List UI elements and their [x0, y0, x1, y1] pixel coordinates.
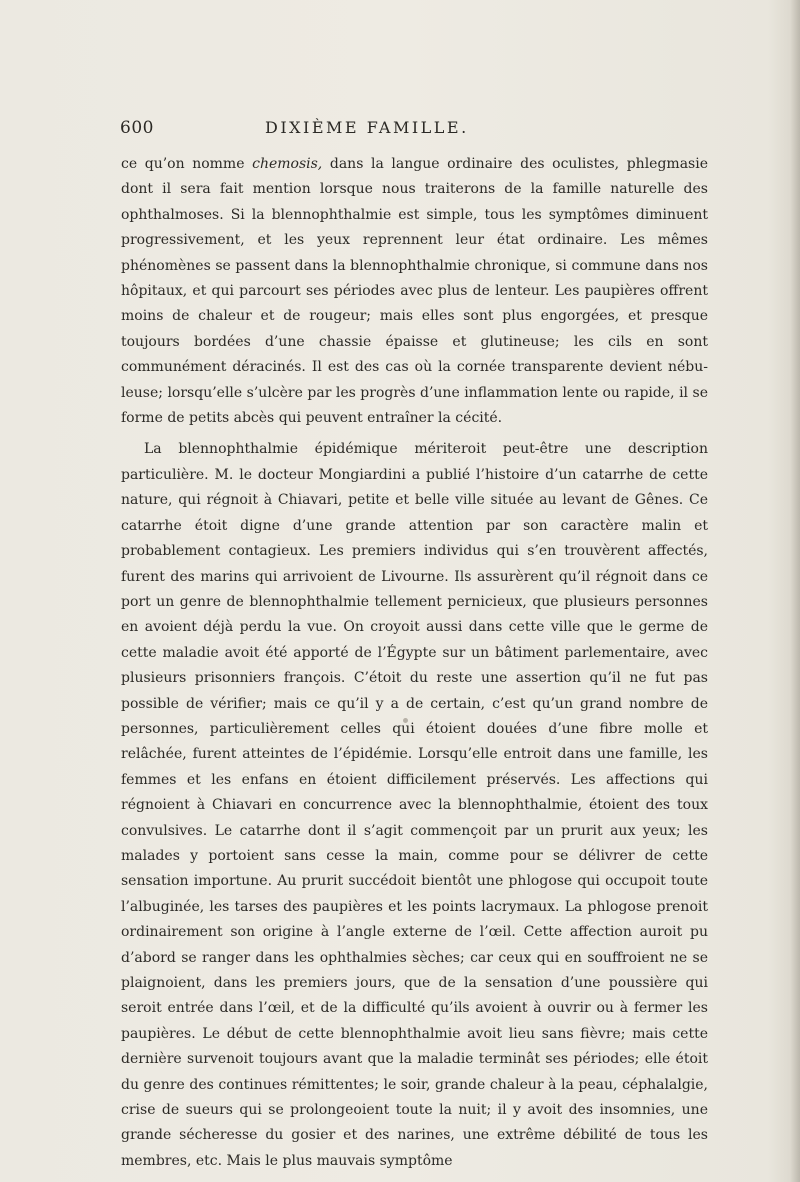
- page-header: [120, 118, 710, 140]
- running-title: DIXIÈME FAMILLE.: [265, 118, 469, 137]
- italic-term-chemosis: chemosis,: [252, 156, 323, 172]
- body-text: [121, 152, 708, 1174]
- paragraph-continued: [121, 152, 708, 431]
- page-edge-shadow: [790, 0, 800, 1182]
- paragraph-epidemic: La blennophthalmie épidémique mériteroit peut-être une description particulière. M. le docteur Mongiardini a publié l’histoire d’un catarrhe de cette nature, qui régnoit à Chiavari, petite et belle ville située au levant de Gênes. Ce catarrhe étoit digne d’une grande attention par son caractère malin et probablement contagieux. Les premiers individus qui s’en trouvèrent affectés, furent des marins qui arrivoient de Livourne. Ils assurèrent qu’il régnoit dans ce port un genre de blennophthalmie tellement pernicieux, que plusieurs personnes en avoient déjà perdu la vue. On croyoit aussi dans cette ville que le germe de cette maladie avoit été apporté de l’Égypte sur un bâtiment parlementaire, avec plusieurs prisonniers françois. C’étoit du reste une assertion qu’il ne fut pas possible de vérifier; mais ce qu’il y a de certain, c’est qu’un grand nombre de personnes, particulièrement celles qui étoient douées d’une fibre molle et relâchée, furent atteintes de l’épidémie. Lorsqu’elle entroit dans une famille, les femmes et les enfans en étoient difficilement préservés. Les affections qui régnoient à Chiavari en concurrence avec la blennophthalmie, étoient des toux convulsives. Le catarrhe dont il s’agit commençoit par un prurit aux yeux; les malades y portoient sans cesse la main, comme pour se délivrer de cette sensation importune. Au prurit succédoit bientôt une phlogose qui occupoit toute l’albuginée, les tarses des paupières et les points lacrymaux. La phlogose prenoit ordinairement son origine à l’angle externe de l’œil. Cette affection auroit pu d’abord se ranger dans les ophthalmies sèches; car ceux qui en souffroient ne se plaignoient, dans les premiers jours, que de la sensation d’une poussière qui seroit entrée dans l’œil, et de la difficulté qu’ils avoient à ouvrir ou à fermer les paupières. Le début de cette blennophthalmie avoit lieu sans fièvre; mais cette dernière survenoit toujours avant que la maladie terminât ses périodes; elle étoit du genre des continues rémittentes; le soir, grande chaleur à la peau, céphalalgie, crise de sueurs qui se prolongeoient toute la nuit; il y avoit des insomnies, une grande sécheresse du gosier et des narines, une extrême débilité de tous les membres, etc. Mais le plus mauvais symptôme: [121, 441, 708, 1169]
- page-number: 600: [120, 118, 154, 138]
- paragraph-rest: dans la langue ordinaire des oculistes, phlegmasie dont il sera fait mention lorsque nous traiterons de la famille naturelle des ophthalmoses. Si la blennophthalmie est simple, tous les symptômes diminuent progressivement, et les yeux reprennent leur état ordinaire. Les mêmes phénomènes se passent dans la blennophthalmie chronique, si commune dans nos hôpitaux, et qui parcourt ses périodes avec plus de lenteur. Les paupières offrent moins de chaleur et de rougeur; mais elles sont plus engorgées, et presque toujours bordées d’une chassie épaisse et glutineuse; les cils en sont communément déracinés. Il est des cas où la cornée transparente devient nébuleuse; lorsqu’elle s’ulcère par les progrès d’une inflammation lente ou rapide, il se forme de petits abcès qui peuvent entraîner la cécité.: [121, 156, 708, 427]
- ink-speck: [403, 718, 408, 723]
- paragraph-lead: ce qu’on nomme: [121, 156, 253, 172]
